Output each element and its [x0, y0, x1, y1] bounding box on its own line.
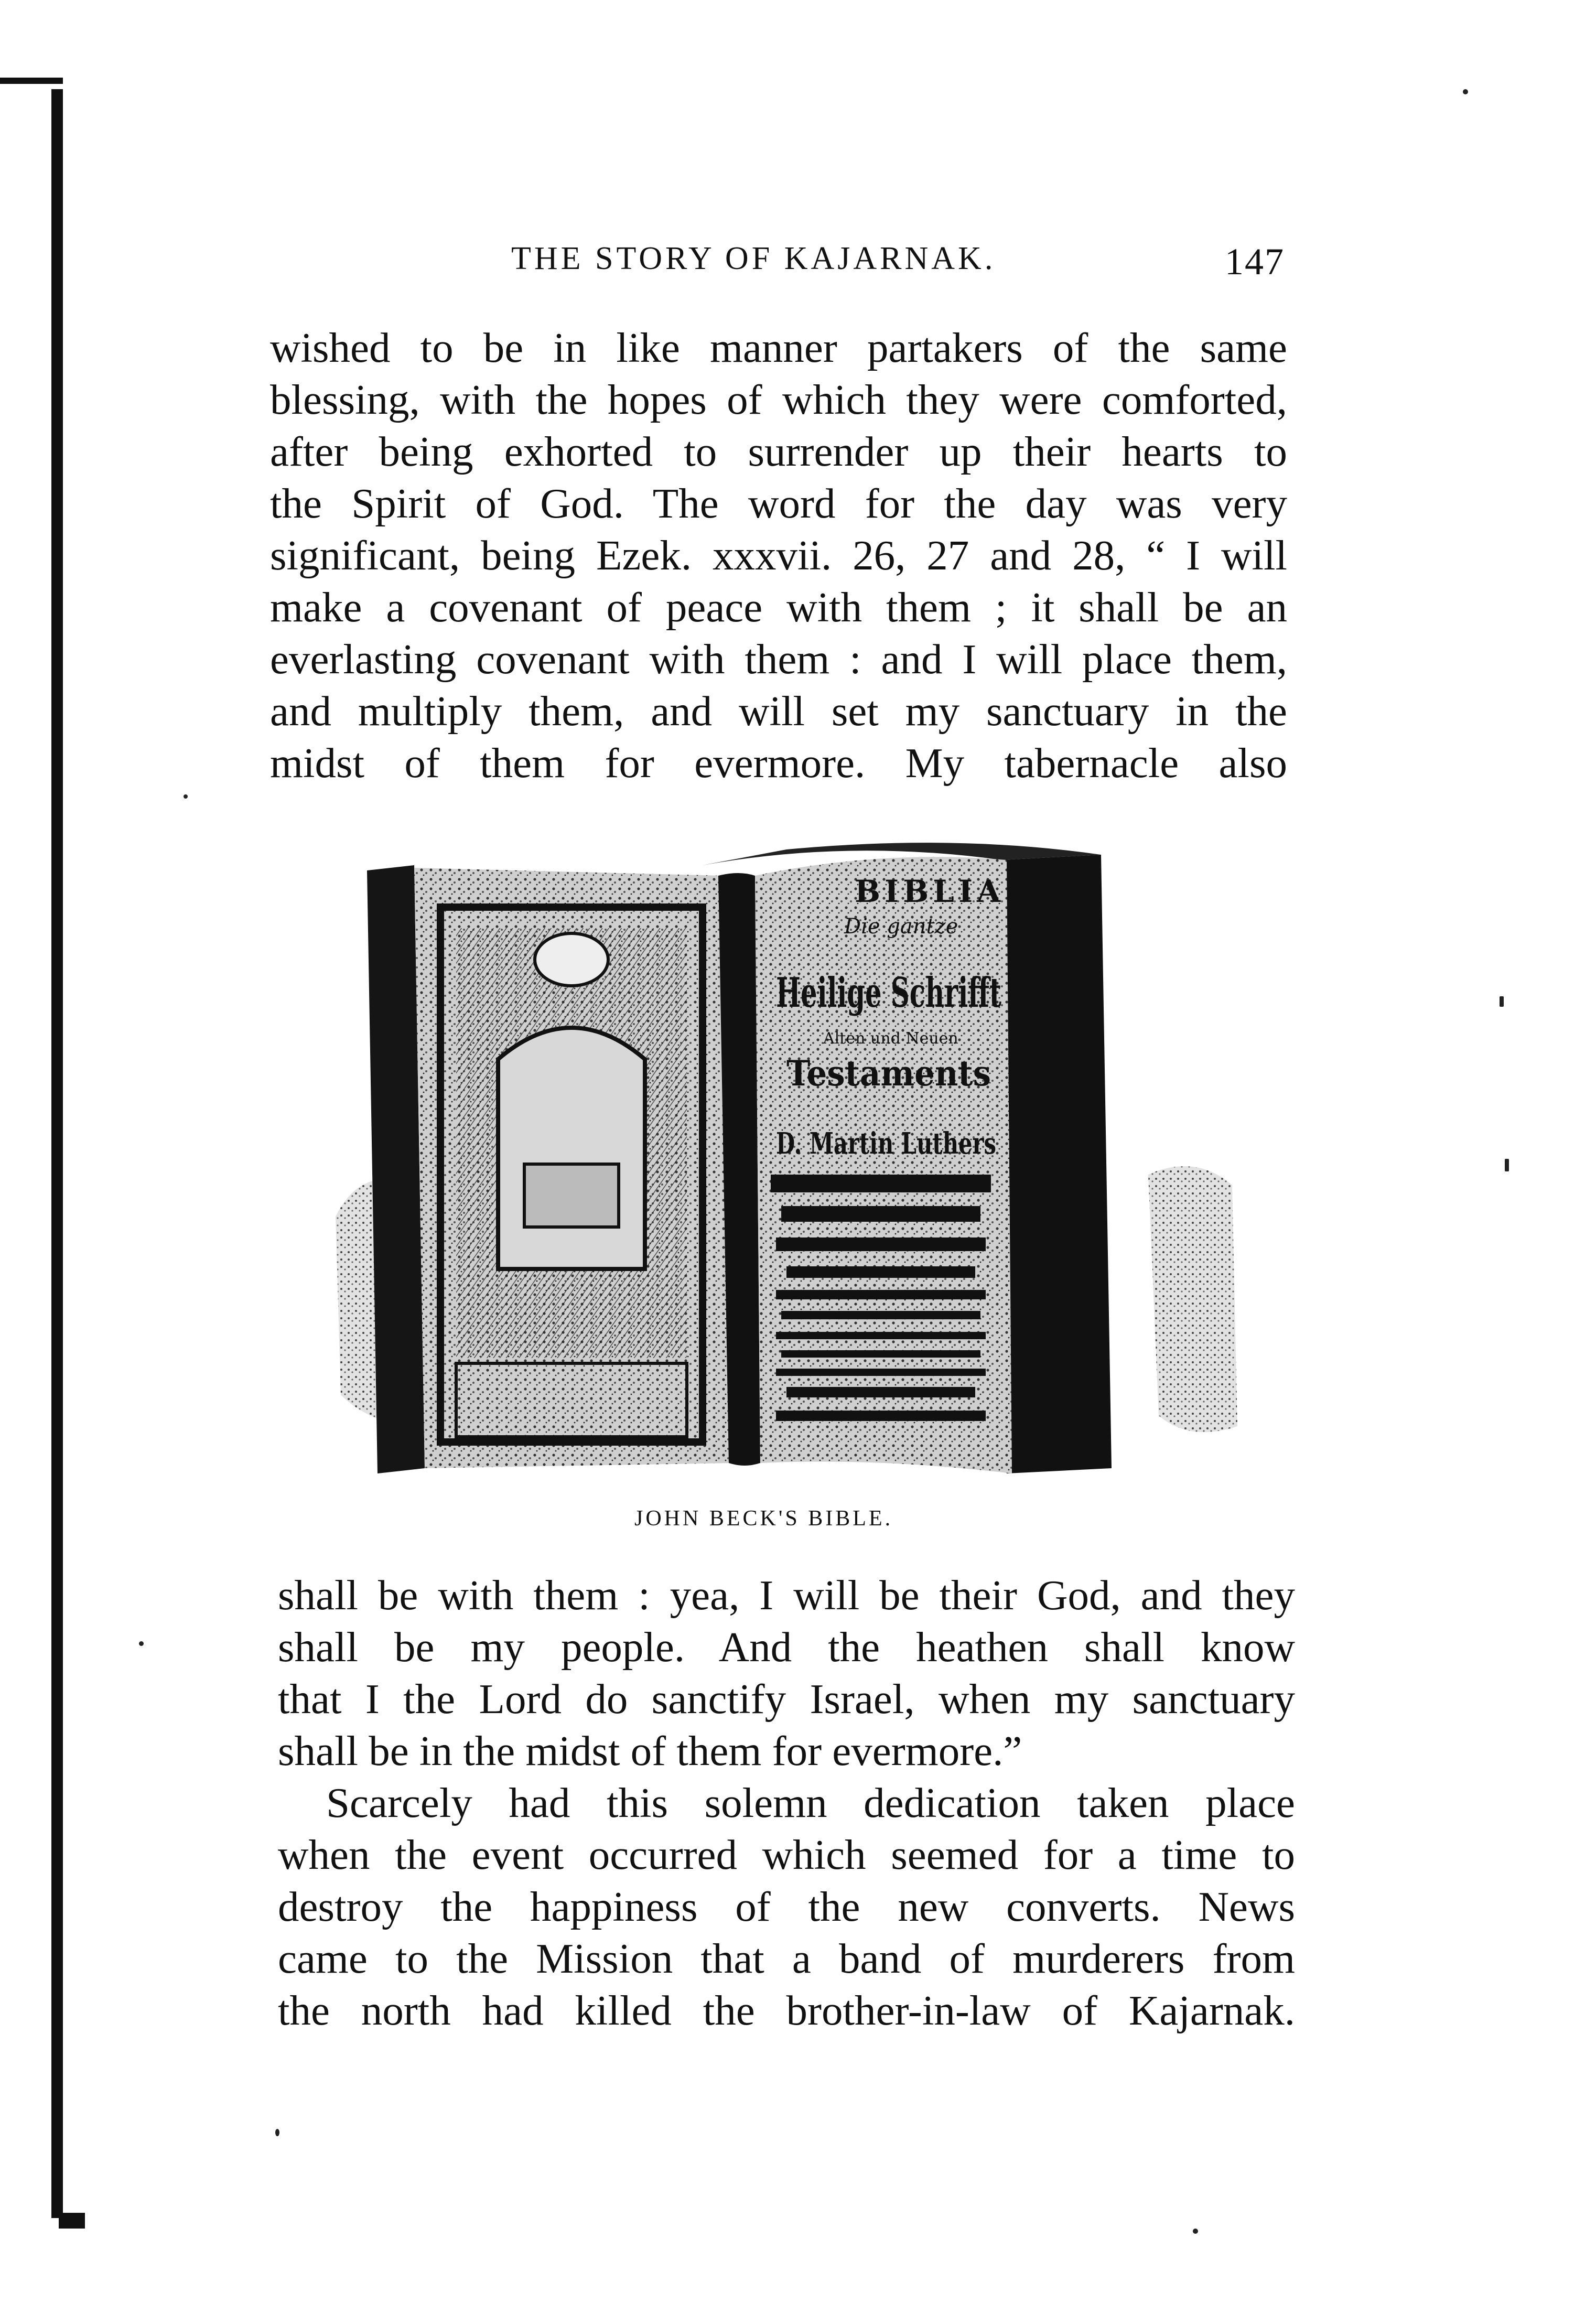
print-speck — [184, 794, 188, 799]
title-martin-luthers: D. Martin Luthers — [776, 1126, 996, 1161]
body-text-top — [270, 322, 1287, 789]
text-line: shall be in the midst of them for evermore.” — [278, 1727, 1022, 1774]
text-line: destroy the happiness of the new converts. News — [278, 1883, 1295, 1930]
print-speck — [275, 2129, 279, 2136]
text-line: everlasting covenant with them : and I will place them, — [270, 636, 1287, 683]
title-testaments: Testaments — [786, 1053, 991, 1094]
title-alten-neuen: Alten und Neuen — [823, 1029, 958, 1048]
text-line: when the event occurred which seemed for a time to — [278, 1831, 1295, 1878]
text-line: shall be my people. And the heathen shall know — [278, 1623, 1295, 1671]
binding-edge-top — [0, 78, 63, 84]
text-line: blessing, with the hopes of which they were comforted, — [270, 376, 1287, 423]
title-biblia: BIBLIA — [855, 874, 1005, 909]
text-line: significant, being Ezek. xxxvii. 26, 27 and 28, “ I will — [270, 532, 1287, 579]
text-line: make a covenant of peace with them ; it shall be an — [270, 584, 1287, 631]
text-line: came to the Mission that a band of murderers from — [278, 1935, 1295, 1982]
body-text-bottom — [278, 1569, 1295, 2037]
print-speck — [139, 1641, 144, 1646]
engraving-arch — [498, 1028, 645, 1269]
right-page — [755, 857, 1012, 1473]
print-speck — [1193, 2229, 1198, 2234]
title-heilige-schrifft: Heilige Schrifft — [776, 969, 1001, 1017]
cloth-right — [1148, 1166, 1237, 1432]
running-header — [511, 240, 1285, 282]
engraving-altar — [524, 1164, 619, 1227]
text-line: and multiply them, and will set my sanctuary in the — [270, 687, 1287, 735]
title-die-gantze: Die gantze — [844, 914, 958, 939]
book-cover-right — [1001, 855, 1112, 1473]
text-line: wished to be in like manner partakers of the same — [270, 324, 1287, 371]
binding-edge — [51, 89, 63, 2218]
text-line: shall be with them : yea, I will be their God, and they — [278, 1572, 1295, 1619]
figure-caption: JOHN BECK'S BIBLE. — [634, 1506, 893, 1531]
engraving-bottom — [456, 1363, 687, 1437]
binding-edge-bottom — [59, 2213, 85, 2229]
bible-illustration — [325, 839, 1248, 1489]
text-line: the Spirit of God. The word for the day was very — [270, 480, 1287, 527]
text-line: after being exhorted to surrender up their hearts to — [270, 428, 1287, 475]
page-number: 147 — [1225, 241, 1285, 283]
running-title: THE STORY OF KAJARNAK. — [511, 241, 996, 276]
print-speck — [1463, 89, 1468, 94]
text-line: that I the Lord do sanctify Israel, when my sanctuary — [278, 1675, 1295, 1723]
engraving-sun — [535, 933, 608, 986]
print-speck — [1500, 996, 1504, 1007]
text-line: midst of them for evermore. My tabernacle also — [270, 739, 1287, 787]
paragraph-first-line: Scarcely had this solemn dedication taken place — [326, 1779, 1295, 1826]
text-line: the north had killed the brother-in-law of Kajarnak. — [278, 1987, 1295, 2034]
print-speck — [1505, 1159, 1509, 1171]
